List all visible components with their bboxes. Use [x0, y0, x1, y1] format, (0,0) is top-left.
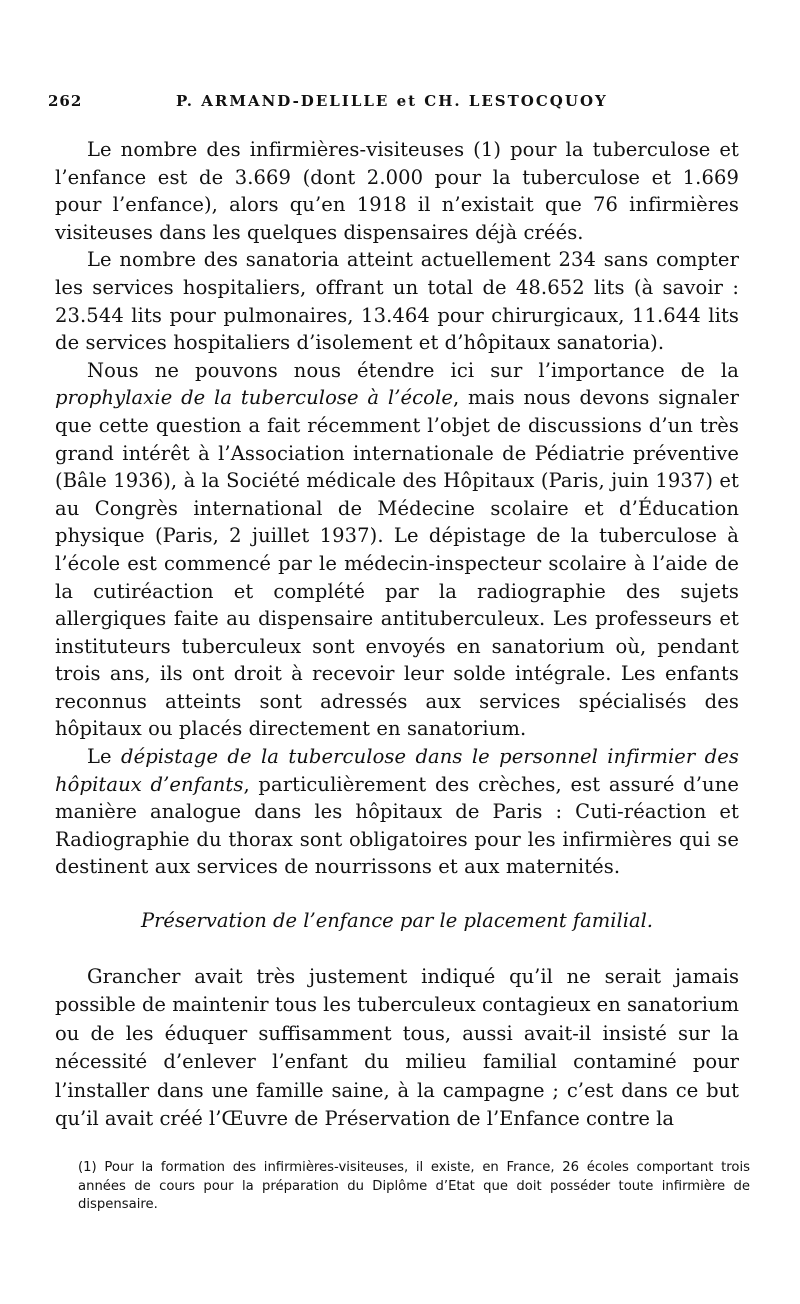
- section-title: Préservation de l’enfance par le placement familial.: [140, 909, 654, 932]
- paragraph-text: Nous ne pouvons nous étendre ici sur l’importance de la: [87, 358, 739, 382]
- paragraph-text: , mais nous devons signaler que cette question a fait récemment l’objet de discussions d’un très grand intérêt à l’Association internationale de Pédiatrie préventive (Bâle 1936), à la Société médicale des Hôpitaux (Paris, juin 1937) et au Congrès international de Médecine scolaire et d’Éducation physique (Paris, 2 juillet 1937). Le dépistage de la tuberculose à l’école est commencé par le médecin-inspecteur scolaire à l’aide de la cutiréaction et complété par la radiographie des sujets allergiques faite au dispensaire antituberculeux. Les professeurs et instituteurs tuberculeux sont envoyés en sanatorium où, pendant trois ans, ils ont droit à recevoir leur solde intégrale. Les enfants reconnus atteints sont adressés aux services spécialisés des hôpitaux ou placés directement en sanatorium.: [55, 386, 739, 741]
- paragraph-emphasis: prophylaxie de la tuberculose à l’école: [55, 386, 453, 410]
- paragraph-hospital-staff: [55, 743, 739, 881]
- footnote: [78, 1159, 750, 1215]
- paragraph-school-prophylaxis: [55, 357, 739, 743]
- running-header-authors: P. ARMAND-DELILLE et CH. LESTOCQUOY: [176, 92, 608, 110]
- paragraph-text: Le: [87, 745, 121, 769]
- running-header: [48, 92, 758, 116]
- paragraph-grancher: Grancher avait très justement indiqué qu’il ne serait jamais possible de maintenir tous les tuberculeux contagieux en sanatorium ou de les éduquer suffisamment tous, aussi avait-il insisté sur la nécessité d’enlever l’enfant du milieu familial contaminé pour l’installer dans une famille saine, à la campagne ; c’est dans ce but qu’il avait créé l’Œuvre de Préservation de l’Enfance contre la: [55, 965, 739, 1131]
- paragraph-emphasis: dépistage de la tuberculose dans le personnel infirmier des hôpitaux d’enfants: [55, 745, 739, 796]
- paragraph-sanatoria: [55, 246, 739, 356]
- page-number: 262: [48, 92, 83, 110]
- paragraph-text: Le nombre des sanatoria atteint actuellement 234 sans compter les services hospitaliers, offrant un total de 48.652 lits (à savoir : 23.544 lits pour pulmonaires, 13.464 pour chirurgicaux, 11.644 lits de services hospitaliers d’isolement et d’hôpitaux sanatoria).: [55, 248, 739, 355]
- paragraph-text: , particulièrement des crèches, est assuré d’une manière analogue dans les hôpitaux de Paris : Cuti-réaction et Radiographie du thorax sont obligatoires pour les infirmières qui se destinent aux services de nourrissons et aux maternités.: [55, 772, 739, 879]
- paragraph-text: Le nombre des infirmières-visiteuses (1) pour la tuberculose et l’enfance est de 3.669 (dont 2.000 pour la tuberculose et 1.669 pour l’enfance), alors qu’en 1918 il n’existait que 76 infirmières visiteuses dans les quelques dispensaires déjà créés.: [55, 138, 739, 244]
- body-text: [55, 136, 739, 881]
- footnote-text: (1) Pour la formation des infirmières-visiteuses, il existe, en France, 26 écoles comportant trois années de cours pour la préparation du Diplôme d’Etat que doit posséder toute infirmière de dispensaire.: [78, 1160, 750, 1213]
- section-body: [55, 963, 739, 1133]
- paragraph-nurses: [55, 136, 739, 246]
